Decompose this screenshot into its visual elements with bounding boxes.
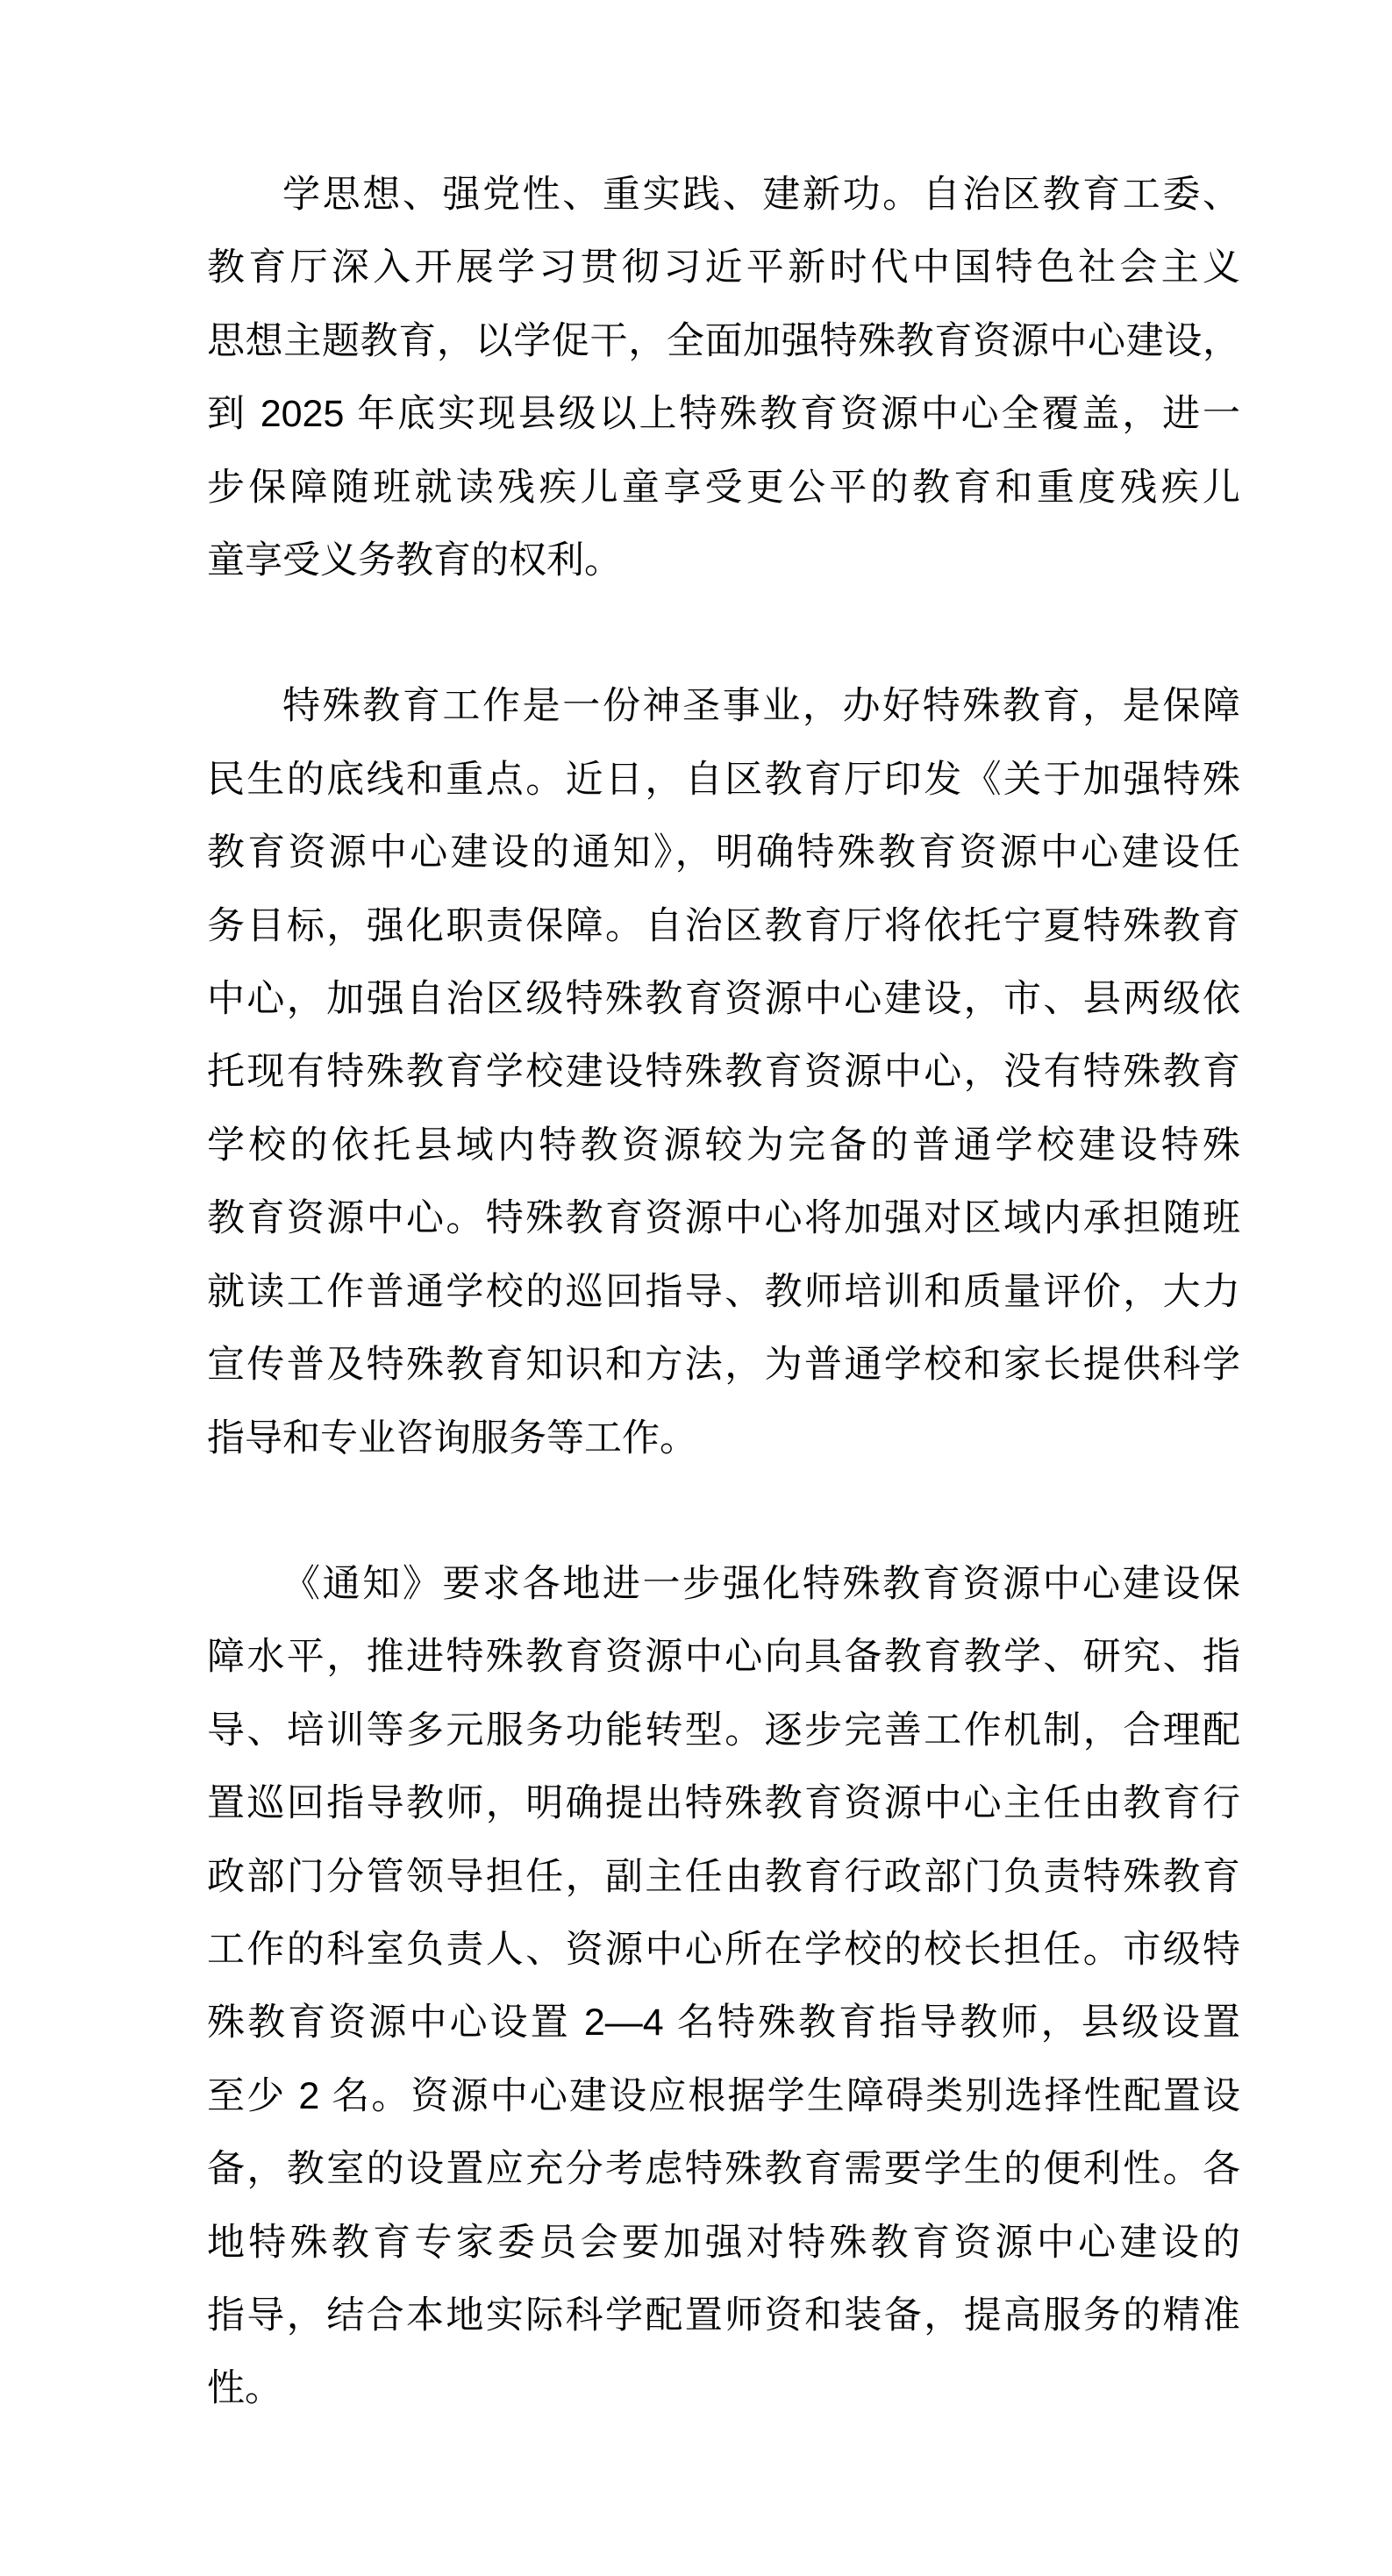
text-line: 导、培训等多元服务功能转型。逐步完善工作机制，合理配	[207, 1709, 1240, 1752]
paragraph	[207, 1548, 1240, 2426]
text-line: 教育资源中心。特殊教育资源中心将加强对区域内承担随班	[207, 1197, 1240, 1240]
text-line: 到 2025 年底实现县级以上特殊教育资源中心全覆盖，进一	[207, 393, 1240, 436]
text-line: 学校的依托县域内特教资源较为完备的普通学校建设特殊	[207, 1124, 1240, 1167]
text-line: 置巡回指导教师，明确提出特殊教育资源中心主任由教育行	[207, 1782, 1240, 1825]
text-line: 童享受义务教育的权利。	[207, 539, 622, 582]
text-line: 教育厅深入开展学习贯彻习近平新时代中国特色社会主义	[207, 246, 1240, 289]
text-line: 学思想、强党性、重实践、建新功。自治区教育工委、	[282, 174, 1240, 216]
text-line: 政部门分管领导担任，副主任由教育行政部门负责特殊教育	[207, 1855, 1240, 1898]
text-line: 工作的科室负责人、资源中心所在学校的校长担任。市级特	[207, 1928, 1240, 1971]
article-body	[207, 159, 1240, 2426]
text-line: 至少 2 名。资源中心建设应根据学生障碍类别选择性配置设	[207, 2074, 1240, 2117]
paragraph	[207, 670, 1240, 1474]
text-line: 备，教室的设置应充分考虑特殊教育需要学生的便利性。各	[207, 2148, 1240, 2191]
text-line: 就读工作普通学校的巡回指导、教师培训和质量评价，大力	[207, 1270, 1240, 1313]
text-line: 特殊教育工作是一份神圣事业，办好特殊教育，是保障	[282, 685, 1240, 728]
text-line: 托现有特殊教育学校建设特殊教育资源中心，没有特殊教育	[207, 1051, 1240, 1094]
text-line: 指导，结合本地实际科学配置师资和装备，提高服务的精准	[207, 2294, 1240, 2337]
text-line: 中心，加强自治区级特殊教育资源中心建设，市、县两级依	[207, 978, 1240, 1021]
text-line: 思想主题教育，以学促干，全面加强特殊教育资源中心建设，	[207, 319, 1240, 362]
text-line: 民生的底线和重点。近日，自区教育厅印发《关于加强特殊	[207, 758, 1240, 801]
text-line: 性。	[207, 2367, 282, 2410]
text-line: 障水平，推进特殊教育资源中心向具备教育教学、研究、指	[207, 1636, 1240, 1679]
text-line: 指导和专业咨询服务等工作。	[207, 1416, 697, 1459]
text-line: 教育资源中心建设的通知》，明确特殊教育资源中心建设任	[207, 831, 1240, 874]
text-line: 宣传普及特殊教育知识和方法，为普通学校和家长提供科学	[207, 1344, 1240, 1387]
text-line: 殊教育资源中心设置 2—4 名特殊教育指导教师，县级设置	[207, 2002, 1240, 2044]
text-line: 步保障随班就读残疾儿童享受更公平的教育和重度残疾儿	[207, 466, 1240, 509]
text-line: 地特殊教育专家委员会要加强对特殊教育资源中心建设的	[207, 2221, 1240, 2264]
text-line: 《通知》要求各地进一步强化特殊教育资源中心建设保	[282, 1562, 1240, 1605]
paragraph	[207, 159, 1240, 597]
text-line: 务目标，强化职责保障。自治区教育厅将依托宁夏特殊教育	[207, 904, 1240, 947]
